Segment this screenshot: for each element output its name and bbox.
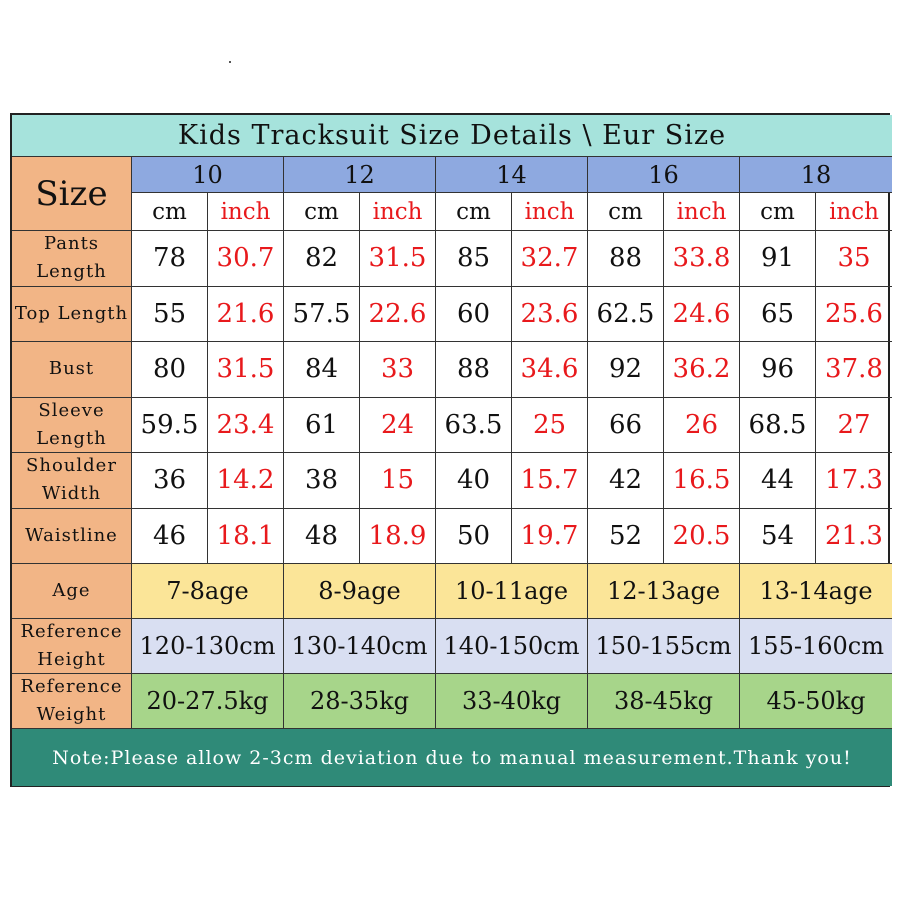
height-value: 140-150cm — [436, 619, 588, 674]
weight-value: 28-35kg — [284, 674, 436, 729]
cm-value: 61 — [284, 398, 360, 454]
inch-value: 22.6 — [360, 287, 436, 343]
cm-value: 38 — [284, 453, 360, 509]
cm-value: 36 — [132, 453, 208, 509]
inch-value: 18.9 — [360, 509, 436, 565]
inch-value: 19.7 — [512, 509, 588, 565]
cm-value: 40 — [436, 453, 512, 509]
inch-value: 31.5 — [360, 231, 436, 287]
note-text: Note:Please allow 2-3cm deviation due to manual measurement.Thank you! — [12, 729, 892, 786]
height-value: 150-155cm — [588, 619, 740, 674]
height-value: 130-140cm — [284, 619, 436, 674]
stray-dot — [229, 61, 231, 63]
size-16-header: 16 — [588, 157, 740, 193]
weight-value: 38-45kg — [588, 674, 740, 729]
inch-value: 25 — [512, 398, 588, 454]
cm-value: 96 — [740, 342, 816, 398]
size-chart — [10, 113, 890, 787]
inch-value: 33 — [360, 342, 436, 398]
age-value: 8-9age — [284, 564, 436, 619]
cm-value: 52 — [588, 509, 664, 565]
cm-value: 48 — [284, 509, 360, 565]
cm-value: 54 — [740, 509, 816, 565]
inch-value: 15.7 — [512, 453, 588, 509]
cm-value: 60 — [436, 287, 512, 343]
cm-value: 85 — [436, 231, 512, 287]
inch-value: 23.4 — [208, 398, 284, 454]
inch-value: 36.2 — [664, 342, 740, 398]
size-12-header: 12 — [284, 157, 436, 193]
unit-cm-label: cm — [132, 193, 208, 231]
cm-value: 88 — [436, 342, 512, 398]
inch-value: 14.2 — [208, 453, 284, 509]
cm-value: 63.5 — [436, 398, 512, 454]
size-10-header: 10 — [132, 157, 284, 193]
row-label: Pants Length — [12, 231, 132, 287]
row-label: Shoulder Width — [12, 453, 132, 509]
cm-value: 68.5 — [740, 398, 816, 454]
cm-value: 78 — [132, 231, 208, 287]
inch-value: 21.3 — [816, 509, 892, 565]
row-label: Sleeve Length — [12, 398, 132, 454]
row-label: Waistline — [12, 509, 132, 565]
cm-value: 59.5 — [132, 398, 208, 454]
size-14-header: 14 — [436, 157, 588, 193]
unit-inch-label: inch — [512, 193, 588, 231]
unit-cm-label: cm — [588, 193, 664, 231]
unit-inch-label: inch — [664, 193, 740, 231]
unit-cm-label: cm — [436, 193, 512, 231]
height-value: 120-130cm — [132, 619, 284, 674]
weight-value: 45-50kg — [740, 674, 892, 729]
age-value: 12-13age — [588, 564, 740, 619]
inch-value: 37.8 — [816, 342, 892, 398]
inch-value: 18.1 — [208, 509, 284, 565]
size-header: Size — [12, 157, 132, 231]
unit-inch-label: inch — [360, 193, 436, 231]
cm-value: 44 — [740, 453, 816, 509]
band-label: Reference Weight — [12, 674, 132, 729]
inch-value: 35 — [816, 231, 892, 287]
age-value: 13-14age — [740, 564, 892, 619]
inch-value: 31.5 — [208, 342, 284, 398]
row-label: Top Length — [12, 287, 132, 343]
inch-value: 23.6 — [512, 287, 588, 343]
cm-value: 57.5 — [284, 287, 360, 343]
band-label: Reference Height — [12, 619, 132, 674]
inch-value: 32.7 — [512, 231, 588, 287]
inch-value: 27 — [816, 398, 892, 454]
age-value: 10-11age — [436, 564, 588, 619]
inch-value: 25.6 — [816, 287, 892, 343]
cm-value: 84 — [284, 342, 360, 398]
size-chart-grid — [12, 115, 888, 786]
unit-cm-label: cm — [284, 193, 360, 231]
inch-value: 17.3 — [816, 453, 892, 509]
inch-value: 24.6 — [664, 287, 740, 343]
cm-value: 46 — [132, 509, 208, 565]
inch-value: 16.5 — [664, 453, 740, 509]
cm-value: 92 — [588, 342, 664, 398]
cm-value: 66 — [588, 398, 664, 454]
chart-title: Kids Tracksuit Size Details \ Eur Size — [12, 115, 892, 157]
inch-value: 33.8 — [664, 231, 740, 287]
cm-value: 88 — [588, 231, 664, 287]
row-label: Bust — [12, 342, 132, 398]
inch-value: 34.6 — [512, 342, 588, 398]
unit-cm-label: cm — [740, 193, 816, 231]
inch-value: 26 — [664, 398, 740, 454]
cm-value: 42 — [588, 453, 664, 509]
inch-value: 15 — [360, 453, 436, 509]
unit-inch-label: inch — [816, 193, 892, 231]
unit-inch-label: inch — [208, 193, 284, 231]
cm-value: 50 — [436, 509, 512, 565]
weight-value: 33-40kg — [436, 674, 588, 729]
cm-value: 91 — [740, 231, 816, 287]
cm-value: 65 — [740, 287, 816, 343]
cm-value: 80 — [132, 342, 208, 398]
cm-value: 82 — [284, 231, 360, 287]
size-18-header: 18 — [740, 157, 892, 193]
cm-value: 55 — [132, 287, 208, 343]
height-value: 155-160cm — [740, 619, 892, 674]
weight-value: 20-27.5kg — [132, 674, 284, 729]
band-label: Age — [12, 564, 132, 619]
inch-value: 24 — [360, 398, 436, 454]
inch-value: 21.6 — [208, 287, 284, 343]
inch-value: 20.5 — [664, 509, 740, 565]
age-value: 7-8age — [132, 564, 284, 619]
inch-value: 30.7 — [208, 231, 284, 287]
cm-value: 62.5 — [588, 287, 664, 343]
